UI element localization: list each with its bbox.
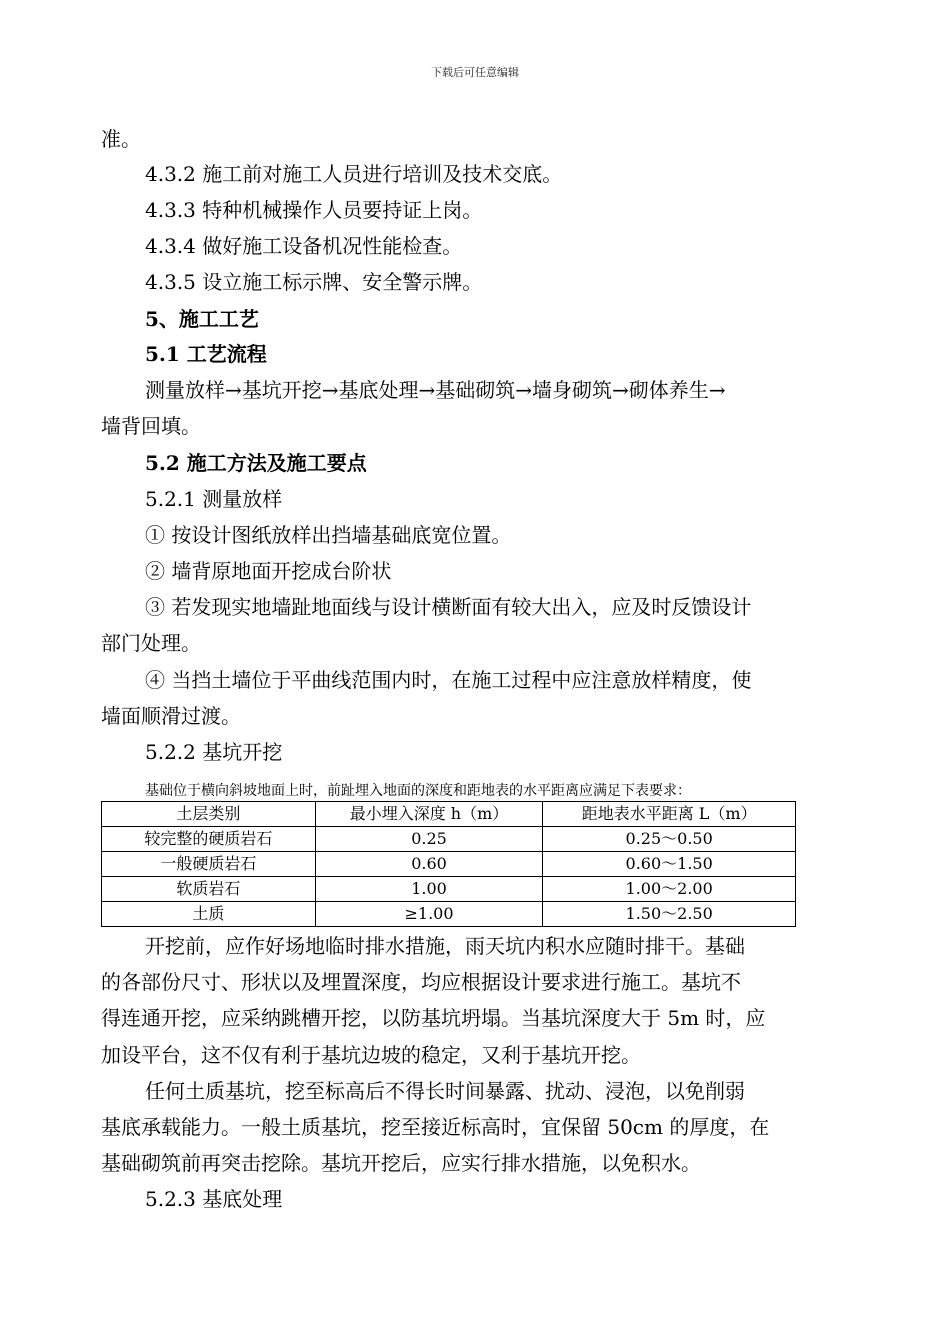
table-cell: 土质 [102,902,316,927]
table-header-cell: 最小埋入深度 h（m） [315,802,543,827]
text-line: 开挖前，应作好场地临时排水措施，雨天坑内积水应随时排干。基础 [145,934,745,958]
text-line: 4.3.4 做好施工设备机况性能检查。 [145,234,463,258]
section-heading: 5.2 施工方法及施工要点 [145,451,367,475]
text-line: 墙面顺滑过渡。 [101,704,241,728]
text-line: 4.3.2 施工前对施工人员进行培训及技术交底。 [145,162,563,186]
table-cell: 一般硬质岩石 [102,852,316,877]
text-line: 基础砌筑前再突击挖除。基坑开挖后，应实行排水措施，以免积水。 [101,1151,701,1175]
table-cell: 1.50～2.50 [543,902,796,927]
text-line: 墙背回填。 [101,414,201,438]
text-line: 4.3.3 特种机械操作人员要持证上岗。 [145,198,483,222]
table-cell: 1.00 [315,877,543,902]
text-line: 基底承载能力。一般土质基坑，挖至接近标高时，宜保留 50cm 的厚度，在 [101,1115,770,1139]
table-cell: ≥1.00 [315,902,543,927]
text-line: 加设平台，这不仅有利于基坑边坡的稳定，又利于基坑开挖。 [101,1043,641,1067]
table-row [102,877,796,902]
section-heading: 5、施工工艺 [145,307,259,331]
table-row [102,827,796,852]
text-line: 4.3.5 设立施工标示牌、安全警示牌。 [145,270,483,294]
text-line: ③ 若发现实地墙趾地面线与设计横断面有较大出入，应及时反馈设计 [145,595,752,619]
text-line: ② 墙背原地面开挖成台阶状 [145,559,392,583]
table-caption: 基础位于横向斜坡地面上时，前趾埋入地面的深度和距地表的水平距离应满足下表要求： [145,783,691,799]
text-line: 部门处理。 [101,631,201,655]
text-line: 任何土质基坑，挖至标高后不得长时间暴露、扰动、浸泡，以免削弱 [145,1079,745,1103]
text-line: ① 按设计图纸放样出挡墙基础底宽位置。 [145,523,512,547]
table-cell: 较完整的硬质岩石 [102,827,316,852]
table-header-cell: 距地表水平距离 L（m） [543,802,796,827]
table-header-cell: 土层类别 [102,802,316,827]
table-row [102,902,796,927]
table-cell: 0.60～1.50 [543,852,796,877]
table-cell: 0.60 [315,852,543,877]
text-line: 准。 [101,127,141,151]
text-line: 5.2.2 基坑开挖 [145,740,283,764]
text-line: ④ 当挡土墙位于平曲线范围内时，在施工过程中应注意放样精度，使 [145,668,752,692]
table-cell: 0.25 [315,827,543,852]
page-header: 下载后可任意编辑 [431,66,519,79]
text-line: 的各部份尺寸、形状以及埋置深度，均应根据设计要求进行施工。基坑不 [101,970,741,994]
text-line: 测量放样→基坑开挖→基底处理→基础砌筑→墙身砌筑→砌体养生→ [145,378,726,402]
table-header-row [102,802,796,827]
table-cell: 软质岩石 [102,877,316,902]
table-cell: 1.00～2.00 [543,877,796,902]
table-row [102,852,796,877]
soil-depth-table [101,801,796,927]
table-cell: 0.25～0.50 [543,827,796,852]
text-line: 得连通开挖，应采纳跳槽开挖，以防基坑坍塌。当基坑深度大于 5m 时，应 [101,1006,766,1030]
section-heading: 5.1 工艺流程 [145,342,267,366]
text-line: 5.2.1 测量放样 [145,487,283,511]
text-line: 5.2.3 基底处理 [145,1187,283,1211]
